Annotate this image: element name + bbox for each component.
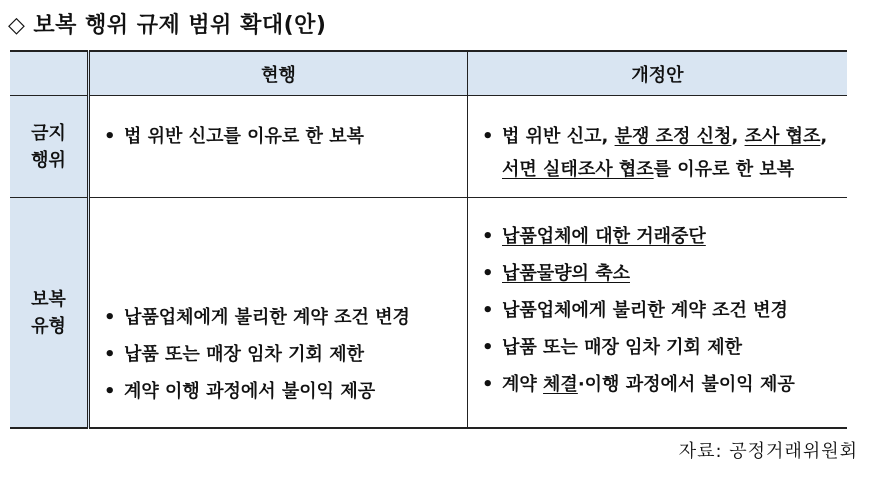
bullet-icon: • <box>482 226 494 247</box>
underlined-text: 분쟁 조정 신청 <box>614 126 732 147</box>
row-prohibited-acts <box>10 96 847 198</box>
list-item <box>482 120 835 186</box>
underlined-text: 납품업체에 대한 거래중단 <box>502 226 706 247</box>
row-label-line: 보복 <box>31 288 66 310</box>
comparison-table <box>10 50 847 429</box>
item-text: 계약 이행 과정에서 불이익 제공 <box>124 381 376 402</box>
bullet-icon: • <box>104 126 116 147</box>
proposed-list <box>468 96 847 186</box>
bullet-icon: • <box>482 337 494 358</box>
row-label-line: 행위 <box>31 149 66 171</box>
list-item <box>104 379 455 405</box>
item-text: 계약 <box>502 374 544 395</box>
list-item <box>482 298 835 324</box>
underlined-text: 체결 <box>543 374 578 395</box>
bullet-icon: • <box>104 381 116 402</box>
document-title <box>8 8 326 39</box>
bullet-icon: • <box>104 344 116 365</box>
row-retaliation-types <box>10 198 847 429</box>
list-item <box>482 224 835 250</box>
underlined-text: 서면 실태조사 협조 <box>502 159 654 180</box>
item-text: 납품 또는 매장 임차 기회 제한 <box>124 344 364 365</box>
item-text: ·이행 과정에서 불이익 제공 <box>577 374 795 395</box>
item-text: 납품업체에게 불리한 계약 조건 변경 <box>124 307 410 328</box>
bullet-icon: • <box>482 374 494 395</box>
list-item <box>482 261 835 287</box>
header-category <box>10 51 89 96</box>
item-text: 법 위반 신고, <box>502 126 615 147</box>
row-label-prohibited <box>10 96 89 198</box>
proposed-list <box>468 216 847 398</box>
row-label-line: 금지 <box>31 122 66 144</box>
item-text: 납품 또는 매장 임차 기회 제한 <box>502 337 742 358</box>
title-text: 보복 행위 규제 범위 확대(안) <box>33 13 327 38</box>
bullet-icon: • <box>482 126 494 147</box>
list-item <box>104 305 455 331</box>
underlined-text: 납품물량의 축소 <box>502 263 630 284</box>
list-item <box>482 372 835 398</box>
current-list <box>90 305 467 416</box>
item-text: , <box>731 126 745 147</box>
table-header-row <box>10 51 847 96</box>
item-text: 를 이유로 한 보복 <box>653 159 795 180</box>
current-list <box>90 96 467 153</box>
row-label-types <box>10 198 89 429</box>
list-item <box>104 120 455 153</box>
bullet-icon: • <box>482 300 494 321</box>
cell-current-types <box>89 198 468 429</box>
cell-proposed-types <box>468 198 848 429</box>
item-text: , <box>820 126 828 147</box>
source-note: 자료: 공정거래위원회 <box>678 441 858 462</box>
list-item <box>104 342 455 368</box>
item-text: 법 위반 신고를 이유로 한 보복 <box>124 126 364 147</box>
bullet-icon: • <box>104 307 116 328</box>
list-item <box>482 335 835 361</box>
cell-current-prohibited <box>89 96 468 198</box>
header-proposed: 개정안 <box>468 51 848 96</box>
header-current: 현행 <box>89 51 468 96</box>
row-label-line: 유형 <box>31 315 66 337</box>
bullet-icon: • <box>482 263 494 284</box>
cell-proposed-prohibited <box>468 96 848 198</box>
diamond-icon: ◇ <box>8 13 26 38</box>
underlined-text: 조사 협조 <box>744 126 821 147</box>
item-text: 납품업체에게 불리한 계약 조건 변경 <box>502 300 788 321</box>
